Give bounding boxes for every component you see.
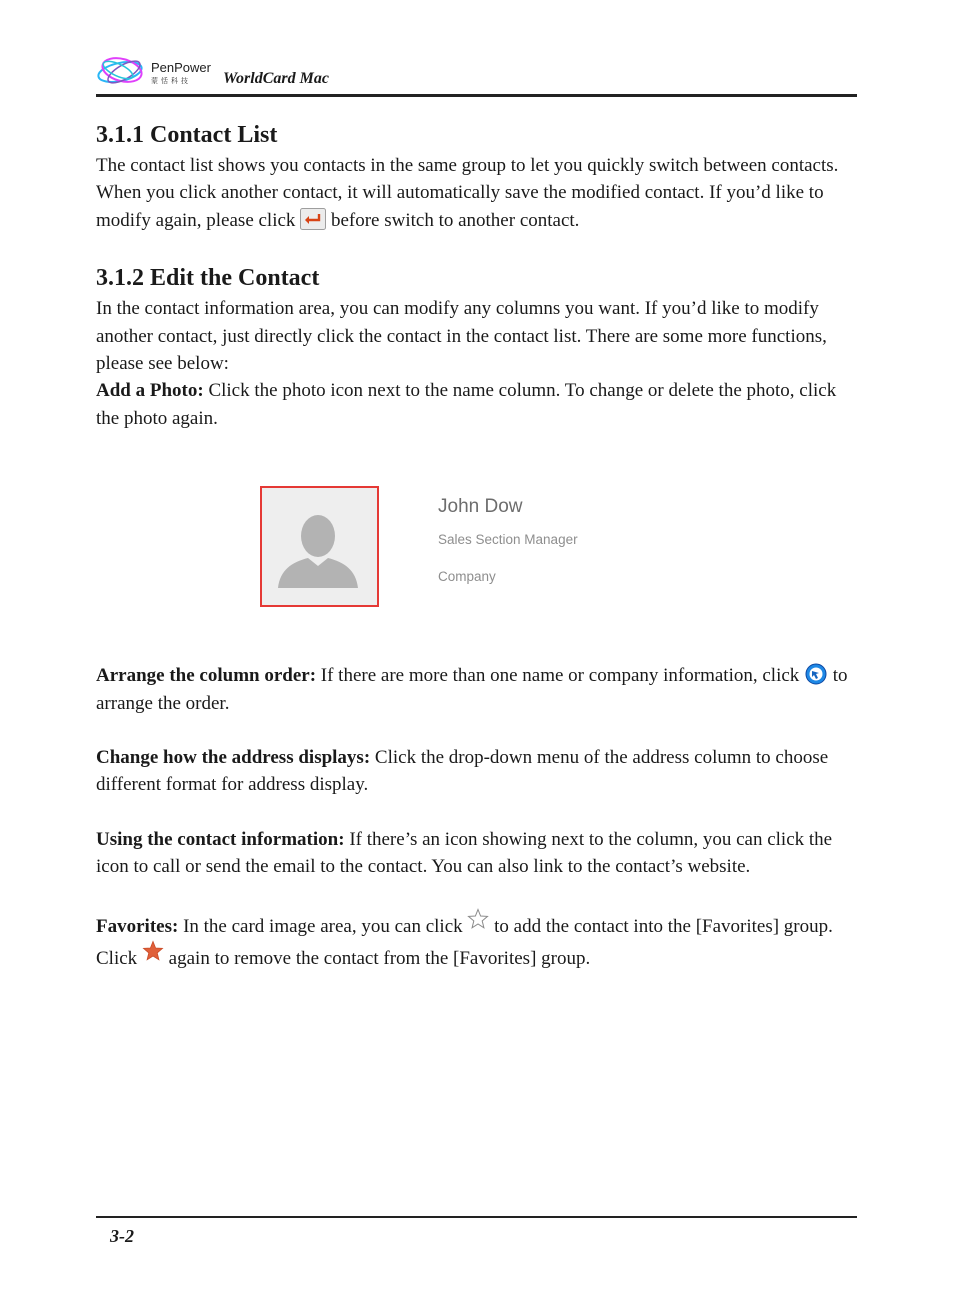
product-name: WorldCard Mac	[223, 70, 329, 87]
favorites-text-3: again to remove the contact from the [Favorites] group.	[163, 948, 591, 970]
arrange-text: If there are more than one name or company information, click	[316, 665, 805, 687]
add-photo-label: Add a Photo:	[96, 380, 204, 402]
contact-name: John Dow	[438, 496, 523, 518]
brand-subtitle: 蒙恬科技	[151, 78, 191, 85]
penpower-logo-icon	[96, 50, 152, 90]
favorites-text-1: In the card image area, you can click	[178, 915, 468, 937]
footer-divider	[96, 1216, 857, 1218]
using-info-paragraph	[96, 826, 858, 881]
header-divider	[96, 94, 857, 97]
using-info-text: If there’s an icon showing next to the column, you can click the icon to call or send the email to the contact. You can also link to the contact’s website.	[96, 828, 833, 878]
favorites-paragraph	[96, 908, 858, 973]
add-photo-text: Click the photo icon next to the name column. To change or delete the photo, click the photo again.	[96, 380, 837, 429]
blue-arrow-circle-icon	[804, 663, 828, 685]
contact-photo-button[interactable]	[260, 486, 379, 607]
star-filled-icon	[142, 940, 164, 962]
edit-contact-intro: In the contact information area, you can modify any columns you want. If you’d like to modify another contact, just directly click the contact in the contact list. There are some more functions, please see below:	[96, 298, 827, 375]
favorites-text-2: to add the contact into the [Favorites] group. Click	[96, 915, 833, 970]
favorites-label: Favorites:	[96, 915, 179, 937]
arrange-text-after: to arrange the order.	[96, 665, 848, 714]
star-outline-icon	[467, 908, 489, 930]
person-silhouette-icon	[274, 512, 362, 588]
section-heading-edit-contact: 3.1.2 Edit the Contact	[96, 265, 320, 292]
contact-company: Company	[438, 569, 496, 585]
address-paragraph	[96, 744, 858, 799]
section-heading-contact-list: 3.1.1 Contact List	[96, 122, 278, 148]
arrange-label: Arrange the column order:	[96, 665, 317, 687]
contact-list-paragraph	[96, 152, 858, 234]
page-header	[96, 44, 857, 96]
page-content	[96, 118, 858, 973]
brand-name: PenPower	[151, 60, 211, 75]
contact-title: Sales Section Manager	[438, 532, 578, 548]
undo-arrow-icon	[300, 208, 326, 230]
arrange-paragraph	[96, 662, 858, 717]
address-label: Change how the address displays:	[96, 747, 371, 769]
using-info-label: Using the contact information:	[96, 828, 345, 850]
contact-list-text-after: before switch to another contact.	[326, 209, 580, 231]
contact-list-text: The contact list shows you contacts in the same group to let you quickly switch between contacts. When you click another contact, it will automatically save the modified contact. If you’d like to modify again, please click	[96, 155, 839, 231]
contact-figure	[96, 434, 858, 662]
page-number: 3-2	[110, 1226, 134, 1246]
address-text: Click the drop-down menu of the address column to choose different format for address display.	[96, 747, 829, 796]
add-photo-paragraph	[96, 377, 858, 432]
